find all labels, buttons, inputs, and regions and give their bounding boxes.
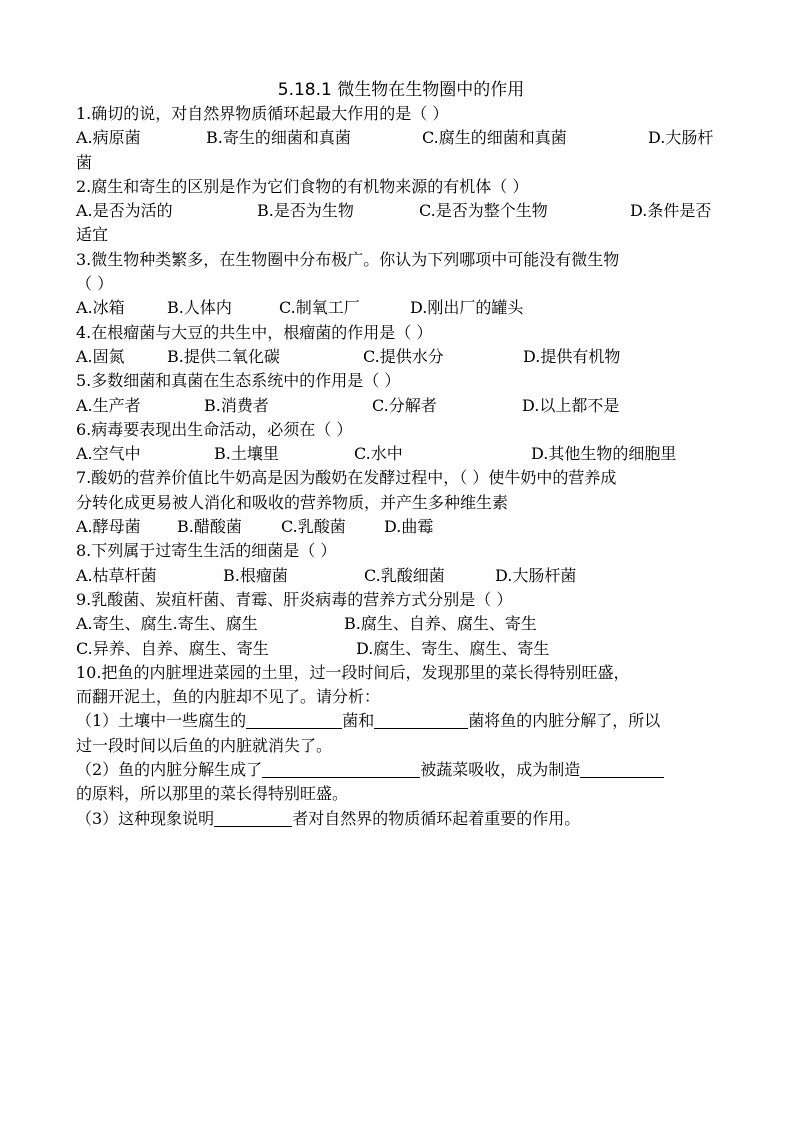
question-10-part-3 xyxy=(76,807,726,831)
option-b: B.提供二氧化碳 xyxy=(167,346,280,366)
question-10-part-2 xyxy=(76,758,726,782)
option-a: A.固氮 xyxy=(76,346,125,366)
question-5-stem: 5.多数细菌和真菌在生态系统中的作用是（ ） xyxy=(76,371,401,391)
option-c: C.异养、自养、腐生、寄生 xyxy=(76,638,269,658)
part-3-text-a: （3）这种现象说明 xyxy=(76,808,215,828)
question-9-stem: 9.乳酸菌、炭疽杆菌、青霉、肝炎病毒的营养方式分别是（ ） xyxy=(76,589,513,609)
option-d: D.以上都不是 xyxy=(522,395,620,415)
part-3-text-b: 者对自然界的物质循环起着重要的作用。 xyxy=(292,808,581,828)
part-2-text-a: （2）鱼的内脏分解生成了 xyxy=(76,760,263,780)
question-10-part-2-continued: 的原料，所以那里的菜长得特别旺盛。 xyxy=(76,784,349,804)
option-d: D.刚出厂的罐头 xyxy=(410,298,524,318)
answer-blank-3[interactable] xyxy=(262,761,420,778)
option-c: C.水中 xyxy=(354,444,403,464)
question-5-options xyxy=(76,394,726,418)
option-c: C.乳酸菌 xyxy=(281,517,346,537)
question-1-options xyxy=(76,126,726,150)
option-d: D.大肠杆 xyxy=(648,128,714,148)
part-1-text-b: 菌和 xyxy=(342,711,375,731)
question-4-stem: 4.在根瘤菌与大豆的共生中，根瘤菌的作用是（ ） xyxy=(76,322,433,342)
option-a: A.酵母菌 xyxy=(76,517,141,537)
question-7-options xyxy=(76,515,726,539)
option-b: B.消费者 xyxy=(204,395,269,415)
part-1-text-a: （1）土壤中一些腐生的 xyxy=(76,711,247,731)
option-d: D.其他生物的细胞里 xyxy=(531,444,677,464)
answer-blank-5[interactable] xyxy=(214,810,292,827)
option-a: A.病原菌 xyxy=(76,128,141,148)
option-b: B.土壤里 xyxy=(214,444,279,464)
option-b: B.是否为生物 xyxy=(257,201,354,221)
option-a: A.枯草杆菌 xyxy=(76,565,157,585)
option-d: D.曲霉 xyxy=(384,517,434,537)
question-8-options xyxy=(76,564,726,588)
question-7-stem: 7.酸奶的营养价值比牛奶高是因为酸奶在发酵过程中，（ ）使牛奶中的营养成 xyxy=(76,468,617,488)
option-d-continued: 适宜 xyxy=(76,225,109,245)
question-3-stem: 3.微生物种类繁多，在生物圈中分布极广。你认为下列哪项中可能没有微生物 xyxy=(76,249,620,269)
option-c: C.制氧工厂 xyxy=(279,298,360,318)
question-2-stem: 2.腐生和寄生的区别是作为它们食物的有机物来源的有机体（ ） xyxy=(76,176,529,196)
answer-blank-4[interactable] xyxy=(580,761,664,778)
question-3-options xyxy=(76,296,726,320)
option-c: C.分解者 xyxy=(372,395,437,415)
question-9-options-cd xyxy=(76,637,726,661)
question-6-options xyxy=(76,442,726,466)
option-d-continued: 菌 xyxy=(76,152,93,172)
question-1-stem: 1.确切的说，对自然界物质循环起最大作用的是（ ） xyxy=(76,104,449,123)
question-3-stem-continued: （ ） xyxy=(76,274,114,294)
option-c: C.乳酸细菌 xyxy=(364,565,445,585)
option-d: D.大肠杆菌 xyxy=(495,565,577,585)
option-d: D.腐生、寄生、腐生、寄生 xyxy=(356,638,550,658)
answer-blank-2[interactable] xyxy=(374,712,468,729)
option-a: A.寄生、腐生.寄生、腐生 xyxy=(76,614,258,634)
question-6-stem: 6.病毒要表现出生命活动，必须在（ ） xyxy=(76,419,353,439)
option-a: A.冰箱 xyxy=(76,298,125,318)
question-10-part-1 xyxy=(76,709,726,733)
option-b: B.寄生的细菌和真菌 xyxy=(206,128,351,148)
option-b: B.醋酸菌 xyxy=(177,517,242,537)
question-10-stem-continued: 而翻开泥土，鱼的内脏却不见了。请分析： xyxy=(76,687,381,707)
option-d: D.提供有机物 xyxy=(523,346,621,366)
answer-blank-1[interactable] xyxy=(246,712,342,729)
page-title: 5.18.1 微生物在生物圈中的作用 xyxy=(277,80,525,100)
option-c: C.提供水分 xyxy=(363,346,444,366)
option-b: B.人体内 xyxy=(167,298,232,318)
option-c: C.腐生的细菌和真菌 xyxy=(422,128,567,148)
worksheet xyxy=(76,78,726,831)
option-a: A.是否为活的 xyxy=(76,201,173,221)
question-10-stem: 10.把鱼的内脏埋进菜园的土里，过一段时间后，发现那里的菜长得特别旺盛， xyxy=(76,662,630,682)
option-d: D.条件是否 xyxy=(630,201,712,221)
part-2-text-b: 被蔬菜吸收，成为制造 xyxy=(420,760,581,780)
option-c: C.是否为整个生物 xyxy=(419,201,548,221)
question-4-options xyxy=(76,345,726,369)
part-1-text-c: 菌将鱼的内脏分解了，所以 xyxy=(468,711,661,731)
option-b: B.根瘤菌 xyxy=(223,565,288,585)
option-b: B.腐生、自养、腐生、寄生 xyxy=(344,614,537,634)
option-a: A.生产者 xyxy=(76,395,141,415)
question-9-options-ab xyxy=(76,612,726,636)
question-10-part-1-continued: 过一段时间以后鱼的内脏就消失了。 xyxy=(76,735,333,755)
question-7-stem-continued: 分转化成更易被人消化和吸收的营养物质，并产生多种维生素 xyxy=(76,492,509,512)
question-2-options xyxy=(76,199,726,223)
option-a: A.空气中 xyxy=(76,444,141,464)
question-8-stem: 8.下列属于过寄生生活的细菌是（ ） xyxy=(76,541,337,561)
